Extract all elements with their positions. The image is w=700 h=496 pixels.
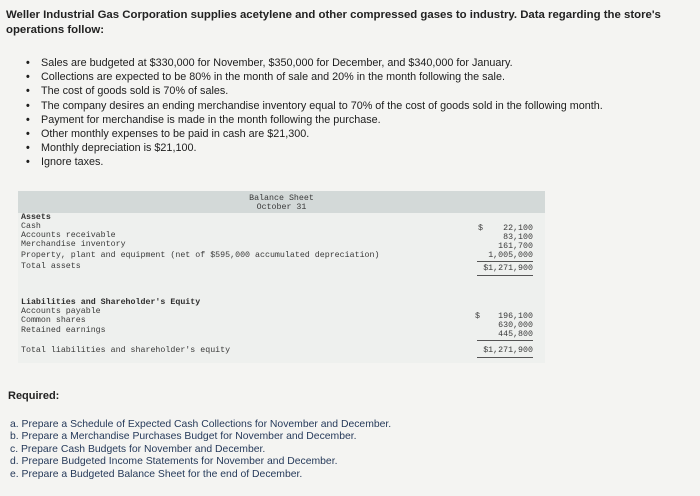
balance-sheet-header bbox=[18, 191, 545, 213]
liability-label: Retained earnings bbox=[21, 326, 106, 335]
asset-value: 161,700 bbox=[498, 242, 533, 251]
list-item: • Collections are expected to be 80% in the month of sale and 20% in the month following the sale. bbox=[26, 70, 603, 84]
total-liabilities-label: Total liabilities and shareholder's equity bbox=[21, 346, 231, 355]
liabilities-heading: Liabilities and Shareholder's Equity bbox=[21, 298, 201, 307]
liability-label: Accounts payable bbox=[21, 307, 101, 316]
list-item: • Other monthly expenses to be paid in cash are $21,300. bbox=[26, 127, 603, 141]
asset-label: Merchandise inventory bbox=[21, 240, 126, 249]
required-heading: Required: bbox=[8, 390, 60, 402]
asset-value: 1,005,000 bbox=[488, 251, 533, 260]
list-item: • The company desires an ending merchandise inventory equal to 70% of the cost of goods sold in the following month. bbox=[26, 99, 603, 113]
list-item: d. Prepare Budgeted Income Statements for November and December. bbox=[10, 456, 338, 468]
total-rule bbox=[477, 357, 533, 358]
list-item: • Sales are budgeted at $330,000 for November, $350,000 for December, and $340,000 for January. bbox=[26, 56, 603, 70]
list-item: c. Prepare Cash Budgets for November and December. bbox=[10, 443, 266, 455]
list-item: e. Prepare a Budgeted Balance Sheet for the end of December. bbox=[10, 468, 303, 480]
balance-sheet-date: October 31 bbox=[256, 203, 307, 212]
subtotal-rule bbox=[477, 261, 533, 262]
list-item: • Monthly depreciation is $21,100. bbox=[26, 141, 603, 155]
facts-list bbox=[26, 56, 603, 170]
dollar-sign: $ bbox=[478, 224, 483, 233]
asset-label: Property, plant and equipment (net of $595,000 accumulated depreciation) bbox=[21, 251, 380, 260]
total-liabilities-value: $1,271,900 bbox=[483, 346, 533, 355]
balance-sheet-title: Balance Sheet bbox=[249, 194, 314, 203]
list-item: • Payment for merchandise is made in the month following the purchase. bbox=[26, 113, 603, 127]
liability-label: Common shares bbox=[21, 316, 86, 325]
total-rule bbox=[477, 275, 533, 276]
liability-value: 445,800 bbox=[498, 330, 533, 339]
balance-sheet bbox=[18, 191, 545, 363]
list-item: • Ignore taxes. bbox=[26, 155, 603, 169]
list-item: • The cost of goods sold is 70% of sales. bbox=[26, 84, 603, 98]
asset-value: 83,100 bbox=[503, 233, 533, 242]
asset-label: Accounts receivable bbox=[21, 231, 116, 240]
subtotal-rule bbox=[477, 340, 533, 341]
requirements-list bbox=[10, 419, 391, 481]
dollar-sign: $ bbox=[475, 312, 480, 321]
assets-heading: Assets bbox=[21, 213, 51, 222]
intro-paragraph: Weller Industrial Gas Corporation supplies acetylene and other compressed gases to industry. Data regarding the store's operations follow: bbox=[6, 9, 661, 36]
total-assets-value: $1,271,900 bbox=[483, 264, 533, 273]
asset-label: Cash bbox=[21, 222, 41, 231]
list-item: a. Prepare a Schedule of Expected Cash Collections for November and December. bbox=[10, 419, 392, 430]
asset-value: 22,100 bbox=[503, 224, 533, 233]
total-assets-label: Total assets bbox=[21, 262, 81, 271]
liability-value: 196,100 bbox=[498, 312, 533, 321]
list-item: b. Prepare a Merchandise Purchases Budget for November and December. bbox=[10, 431, 357, 443]
liability-value: 630,000 bbox=[498, 321, 533, 330]
